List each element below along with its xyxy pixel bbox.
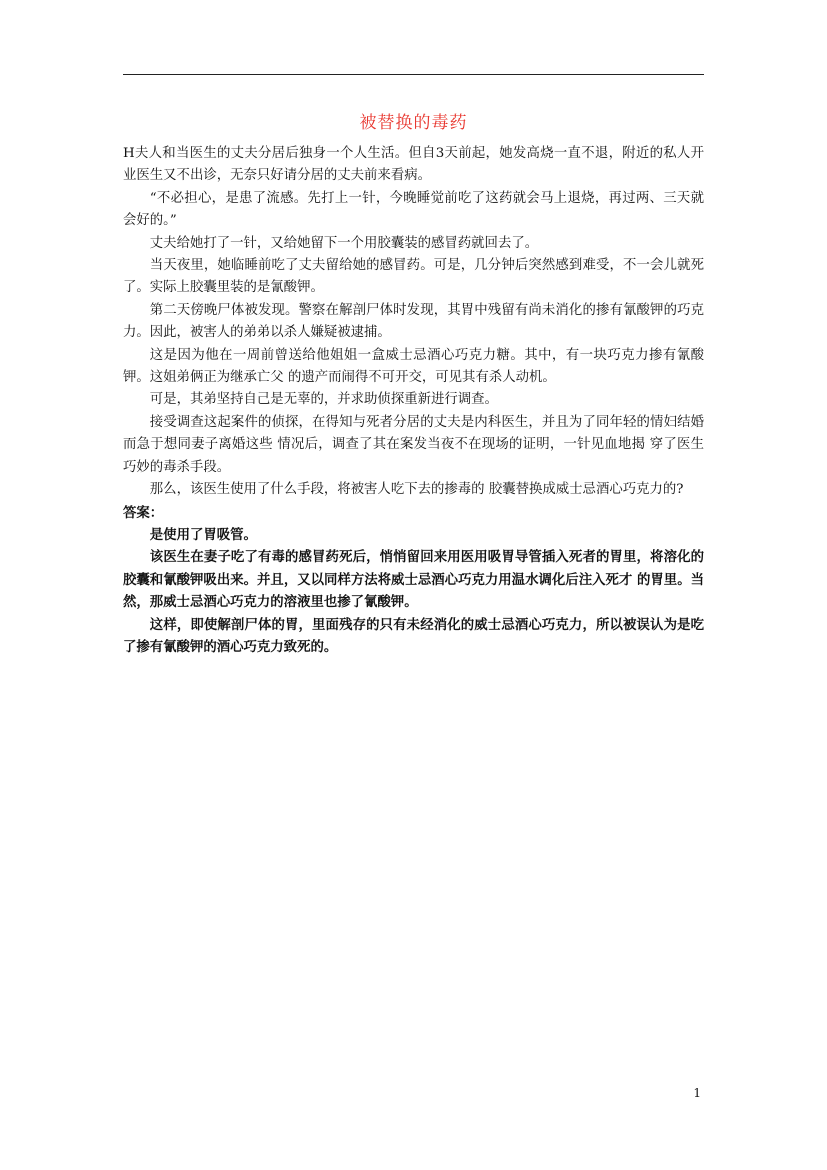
- story-paragraph-8: 接受调查这起案件的侦探，在得知与死者分居的丈夫是内科医生，并且为了同年轻的情妇结婚而急于想同妻子离婚这些 情况后，调查了其在案发当夜不在现场的证明，一针见血地揭 穿了医生巧妙的毒杀手段。: [123, 414, 704, 475]
- story-paragraph-7: 可是，其弟坚持自己是无辜的，并求助侦探重新进行调查。: [149, 392, 498, 408]
- page-number: 1: [693, 1086, 701, 1100]
- story-paragraph-5: 第二天傍晚尸体被发现。警察在解剖尸体时发现，其胃中残留有尚未消化的掺有氰酸钾的巧克力。因此，被害人的弟弟以杀人嫌疑被逮捕。: [123, 302, 704, 341]
- story-paragraph-2: “不必担心，是患了流感。先打上一针，今晚睡觉前吃了这药就会马上退烧，再过两、三天就会好的。”: [123, 190, 704, 229]
- story-paragraph-1: H夫人和当医生的丈夫分居后独身一个人生活。但自3天前起，她发高烧一直不退，附近的私人开业医生又不出诊，无奈只好请分居的丈夫前来看病。: [123, 146, 704, 184]
- document-body: [123, 143, 704, 658]
- answer-label: 答案：: [123, 504, 164, 521]
- header-rule: [123, 74, 704, 75]
- story-paragraph-6: 这是因为他在一周前曾送给他姐姐一盒威士忌酒心巧克力糖。其中，有一块巧克力掺有氰酸钾。这姐弟俩正为继承亡父 的遗产而闹得不可开交，可见其有杀人动机。: [123, 347, 704, 386]
- answer-paragraph-1: 是使用了胃吸管。: [149, 526, 257, 543]
- document-title: 被替换的毒药: [359, 113, 468, 133]
- story-question: 那么，该医生使用了什么手段，将被害人吃下去的掺毒的 胶囊替换成威士忌酒心巧克力的?: [149, 482, 684, 498]
- story-paragraph-4: 当天夜里，她临睡前吃了丈夫留给她的感冒药。可是，几分钟后突然感到难受，不一会儿就死了。实际上胶囊里装的是氰酸钾。: [123, 258, 704, 296]
- answer-paragraph-2: 该医生在妻子吃了有毒的感冒药死后，悄悄留回来用医用吸胃导管插入死者的胃里，将溶化的胶囊和氰酸钾吸出来。并且，又以同样方法将威士忌酒心巧克力用温水调化后注入死才 的胃里。当然，那威士忌酒心巧克力的溶液里也掺了氰酸钾。: [123, 549, 704, 611]
- answer-paragraph-3: 这样，即使解剖尸体的胃，里面残存的只有未经消化的威士忌酒心巧克力，所以被误认为是吃了掺有氰酸钾的酒心巧克力致死的。: [123, 616, 704, 655]
- story-paragraph-3: 丈夫给她打了一针，又给她留下一个用胶囊装的感冒药就回去了。: [149, 235, 539, 251]
